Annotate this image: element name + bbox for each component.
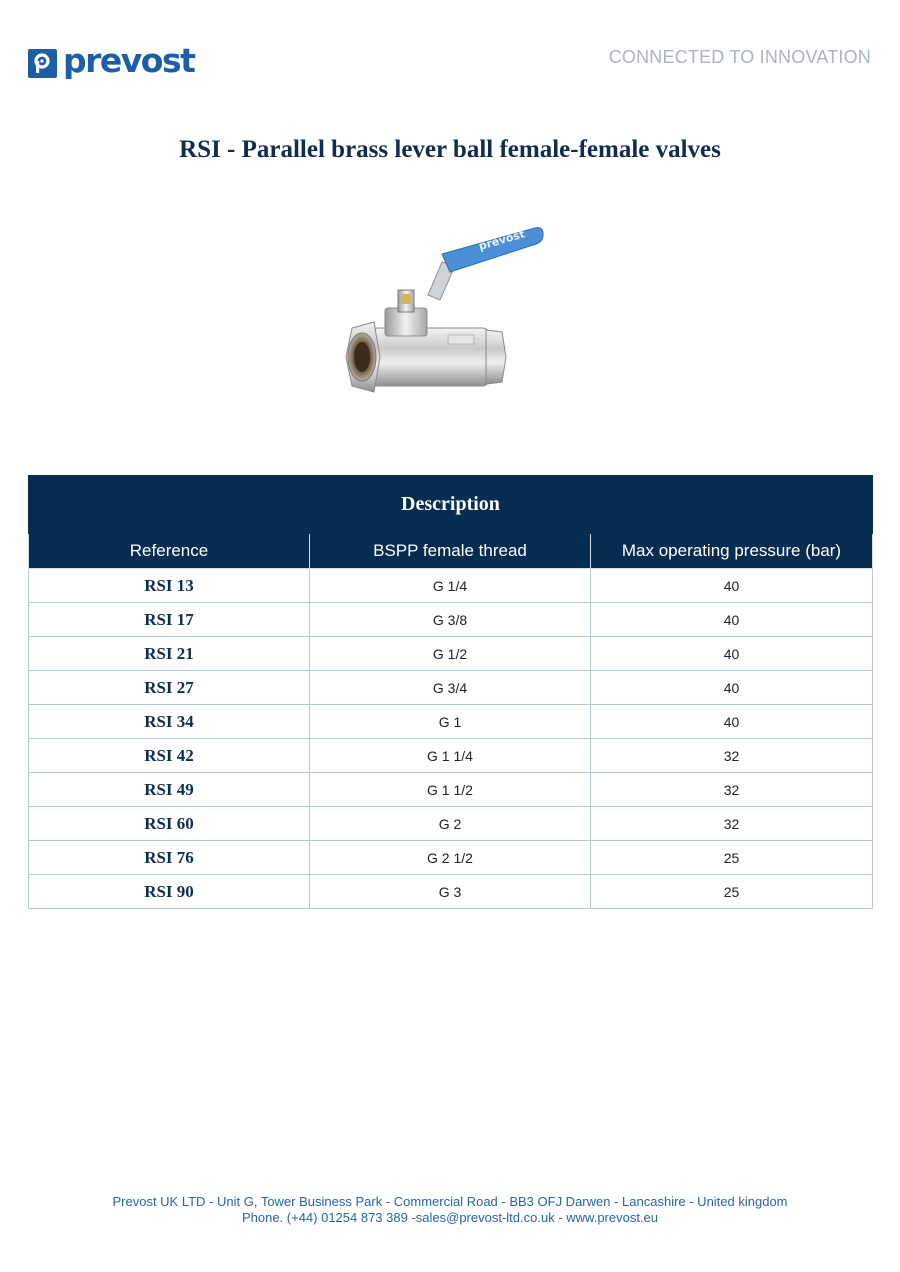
footer bbox=[0, 1194, 900, 1226]
page-title: RSI - Parallel brass lever ball female-female valves bbox=[179, 136, 721, 163]
column-header-pressure: Max operating pressure (bar) bbox=[591, 534, 873, 569]
cell-reference: RSI 21 bbox=[29, 637, 310, 671]
cell-thread: G 1 1/2 bbox=[310, 773, 591, 807]
footer-contact[interactable]: Phone. (+44) 01254 873 389 -sales@prevost-ltd.co.uk - www.prevost.eu bbox=[241, 1210, 659, 1225]
footer-address: Prevost UK LTD - Unit G, Tower Business Park - Commercial Road - BB3 OFJ Darwen - Lancashire - United kingdom bbox=[112, 1194, 788, 1209]
cell-reference: RSI 27 bbox=[29, 671, 310, 705]
table-row bbox=[29, 739, 873, 773]
tagline: CONNECTED TO INNOVATION bbox=[608, 47, 871, 67]
cell-pressure: 25 bbox=[591, 841, 873, 875]
cell-reference: RSI 60 bbox=[29, 807, 310, 841]
specification-table bbox=[28, 475, 873, 909]
table-row bbox=[29, 671, 873, 705]
cell-thread: G 1/4 bbox=[310, 569, 591, 603]
column-header-reference: Reference bbox=[29, 534, 310, 569]
column-header-thread: BSPP female thread bbox=[310, 534, 591, 569]
table-row bbox=[29, 875, 873, 909]
cell-pressure: 32 bbox=[591, 807, 873, 841]
cell-pressure: 32 bbox=[591, 739, 873, 773]
cell-thread: G 2 bbox=[310, 807, 591, 841]
table-row bbox=[29, 637, 873, 671]
cell-pressure: 40 bbox=[591, 569, 873, 603]
table-row bbox=[29, 841, 873, 875]
cell-thread: G 1 bbox=[310, 705, 591, 739]
table-row bbox=[29, 569, 873, 603]
cell-thread: G 2 1/2 bbox=[310, 841, 591, 875]
cell-pressure: 32 bbox=[591, 773, 873, 807]
table-caption: Description bbox=[29, 476, 873, 534]
brand-logo bbox=[28, 41, 195, 80]
cell-reference: RSI 42 bbox=[29, 739, 310, 773]
cell-reference: RSI 34 bbox=[29, 705, 310, 739]
handle-brand-text: prevost bbox=[477, 227, 527, 253]
cell-reference: RSI 76 bbox=[29, 841, 310, 875]
cell-pressure: 40 bbox=[591, 637, 873, 671]
table-row bbox=[29, 773, 873, 807]
cell-thread: G 3 bbox=[310, 875, 591, 909]
table-row bbox=[29, 603, 873, 637]
cell-thread: G 1 1/4 bbox=[310, 739, 591, 773]
product-image bbox=[330, 210, 560, 410]
cell-pressure: 40 bbox=[591, 705, 873, 739]
brand-name: prevost bbox=[63, 41, 195, 80]
cell-pressure: 40 bbox=[591, 671, 873, 705]
cell-pressure: 25 bbox=[591, 875, 873, 909]
cell-reference: RSI 13 bbox=[29, 569, 310, 603]
cell-thread: G 3/8 bbox=[310, 603, 591, 637]
cell-reference: RSI 49 bbox=[29, 773, 310, 807]
cell-reference: RSI 17 bbox=[29, 603, 310, 637]
cell-pressure: 40 bbox=[591, 603, 873, 637]
cell-thread: G 3/4 bbox=[310, 671, 591, 705]
table-row bbox=[29, 807, 873, 841]
table-row bbox=[29, 705, 873, 739]
cell-thread: G 1/2 bbox=[310, 637, 591, 671]
cell-reference: RSI 90 bbox=[29, 875, 310, 909]
prevost-logo-icon bbox=[28, 49, 57, 78]
